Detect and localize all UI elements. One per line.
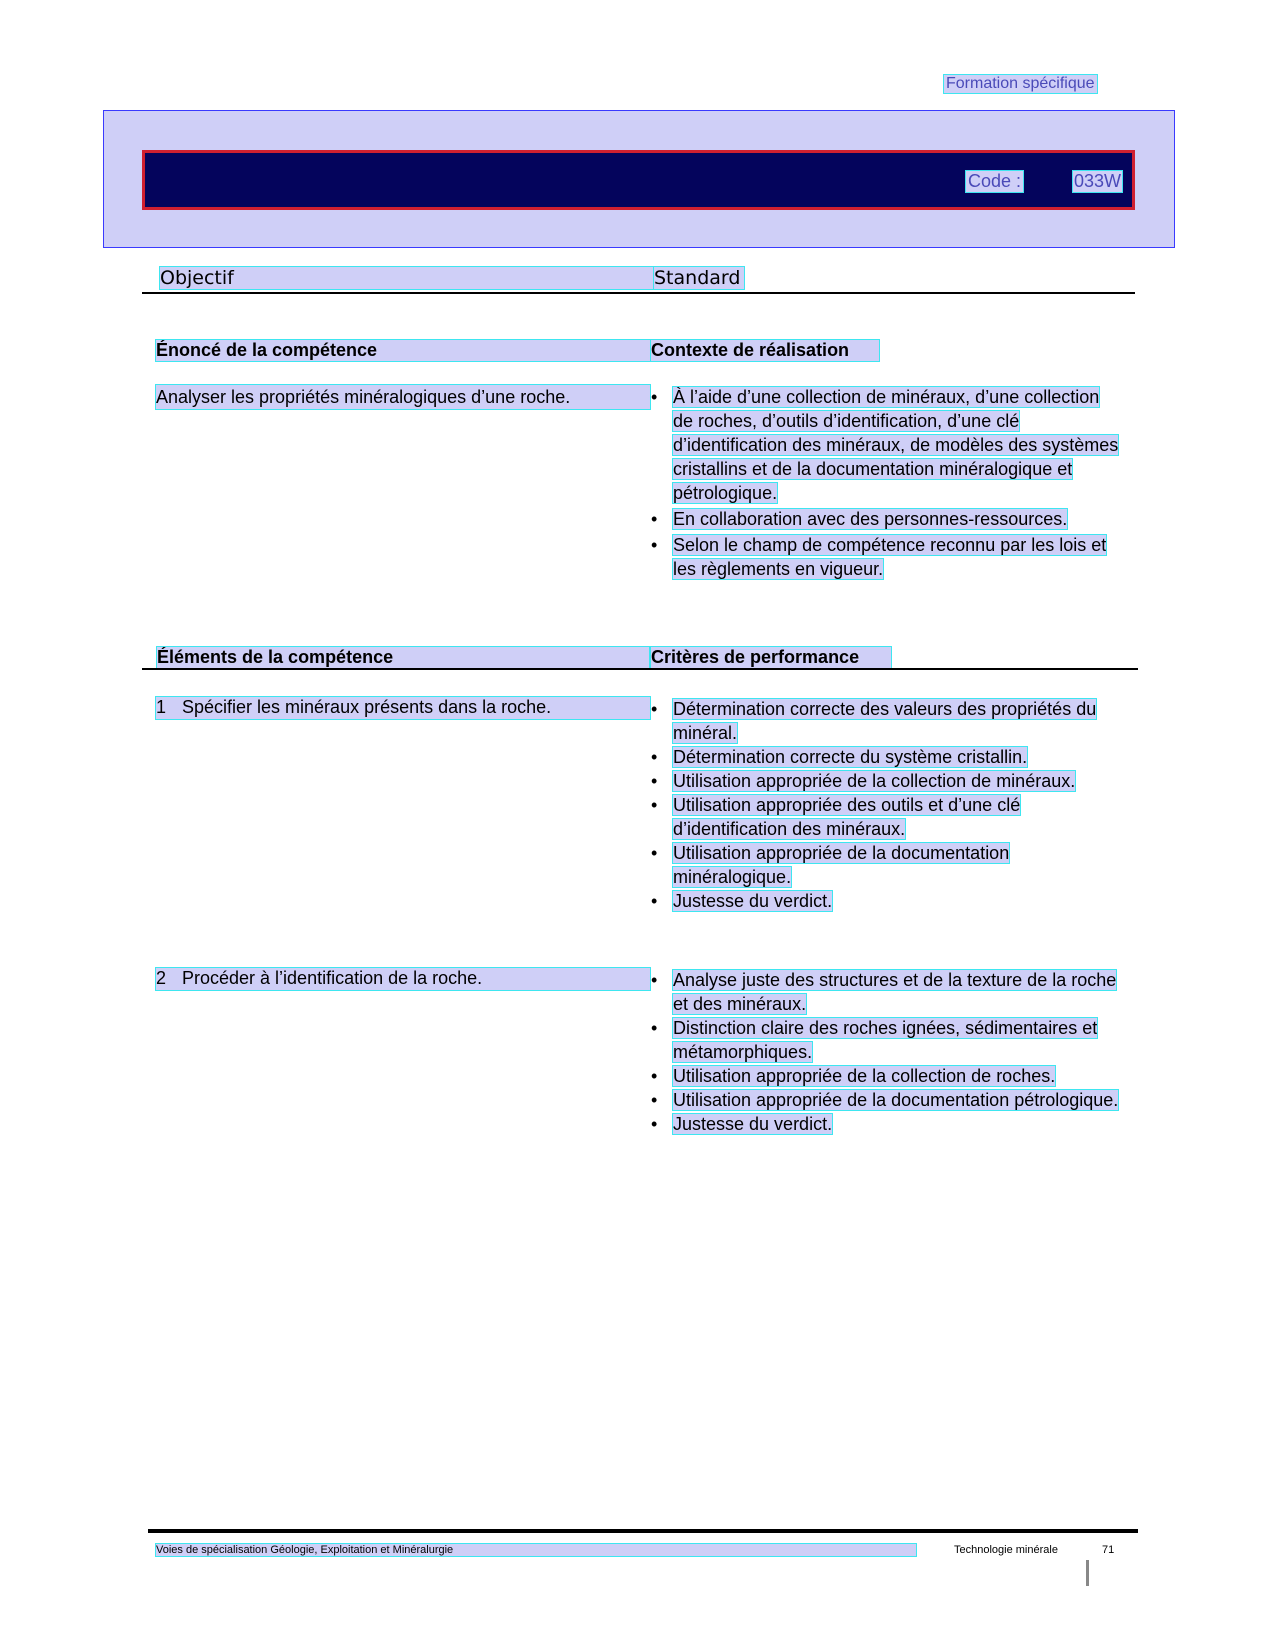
criterion: Utilisation appropriée de la collection de roches.	[673, 1066, 1056, 1086]
footer-left-text: Voies de spécialisation Géologie, Exploitation et Minéralurgie	[156, 1544, 916, 1556]
footer-divider	[148, 1529, 1138, 1533]
criteria-list-2	[651, 968, 1121, 1136]
code-label: Code :	[968, 171, 1022, 191]
element-number: 2	[156, 968, 167, 988]
criterion: Justesse du verdict.	[673, 1114, 833, 1134]
bullet-icon: •	[651, 891, 658, 911]
header-divider	[142, 292, 1135, 294]
margin-mark	[1086, 1560, 1089, 1586]
list-item	[651, 793, 1121, 841]
bullet-icon: •	[651, 970, 658, 990]
criterion: Utilisation appropriée de la documentation minéralogique.	[673, 843, 1010, 887]
context-item: En collaboration avec des personnes-ressources.	[673, 509, 1068, 529]
element-label: Spécifier les minéraux présents dans la roche.	[182, 697, 552, 717]
criteria-list-1	[651, 697, 1121, 913]
competence-statement: Analyser les propriétés minéralogiques d’une roche.	[156, 385, 650, 409]
list-item	[651, 697, 1121, 745]
footer-right-text: Technologie minérale	[954, 1544, 1058, 1556]
bullet-icon: •	[651, 771, 658, 791]
bullet-icon: •	[651, 387, 658, 407]
bullet-icon: •	[651, 795, 658, 815]
list-item	[651, 769, 1121, 793]
standard-column-title: Standard	[654, 267, 744, 289]
element-label: Procéder à l’identification de la roche.	[182, 968, 483, 988]
list-item	[651, 968, 1121, 1016]
bullet-icon: •	[651, 747, 658, 767]
list-item	[651, 1064, 1121, 1088]
criterion: Détermination correcte des valeurs des propriétés du minéral.	[673, 699, 1097, 743]
bullet-icon: •	[651, 1018, 658, 1038]
context-item: À l’aide d’une collection de minéraux, d’une collection de roches, d’outils d’identification, d’une clé d’identification des minéraux, de modèles des systèmes cristallins et de la documentation minéralogique et pétrologique.	[673, 387, 1119, 503]
bullet-icon: •	[651, 535, 658, 555]
section-label: Formation spécifique	[946, 75, 1095, 92]
criterion: Utilisation appropriée des outils et d’une clé d’identification des minéraux.	[673, 795, 1021, 839]
criterion: Justesse du verdict.	[673, 891, 833, 911]
element-1	[156, 697, 650, 719]
criterion: Distinction claire des roches ignées, sédimentaires et métamorphiques.	[673, 1018, 1098, 1062]
bullet-icon: •	[651, 1114, 658, 1134]
list-item	[651, 1016, 1121, 1064]
list-item	[651, 889, 1121, 913]
list-item	[651, 507, 1121, 531]
criterion: Détermination correcte du système cristallin.	[673, 747, 1028, 767]
context-item: Selon le champ de compétence reconnu par les lois et les règlements en vigueur.	[673, 535, 1107, 579]
list-item	[651, 385, 1121, 505]
elements-heading: Éléments de la compétence	[157, 647, 649, 668]
bullet-icon: •	[651, 1090, 658, 1110]
bullet-icon: •	[651, 699, 658, 719]
list-item	[651, 1112, 1121, 1136]
criterion: Analyse juste des structures et de la texture de la roche et des minéraux.	[673, 970, 1117, 1014]
element-2	[156, 968, 650, 990]
criteria-heading: Critères de performance	[651, 647, 891, 668]
list-item	[651, 1088, 1121, 1112]
list-item	[651, 841, 1121, 889]
elements-divider	[142, 668, 1138, 670]
objectif-column-title: Objectif	[160, 267, 655, 289]
bullet-icon: •	[651, 509, 658, 529]
criterion: Utilisation appropriée de la collection de minéraux.	[673, 771, 1076, 791]
context-heading: Contexte de réalisation	[651, 340, 879, 361]
context-list	[651, 385, 1121, 583]
criterion: Utilisation appropriée de la documentation pétrologique.	[673, 1090, 1119, 1110]
statement-heading: Énoncé de la compétence	[156, 340, 652, 361]
list-item	[651, 745, 1121, 769]
bullet-icon: •	[651, 1066, 658, 1086]
bullet-icon: •	[651, 843, 658, 863]
page-number: 71	[1102, 1544, 1115, 1556]
list-item	[651, 533, 1121, 581]
code-value: 033W	[1074, 171, 1122, 191]
element-number: 1	[156, 697, 167, 717]
